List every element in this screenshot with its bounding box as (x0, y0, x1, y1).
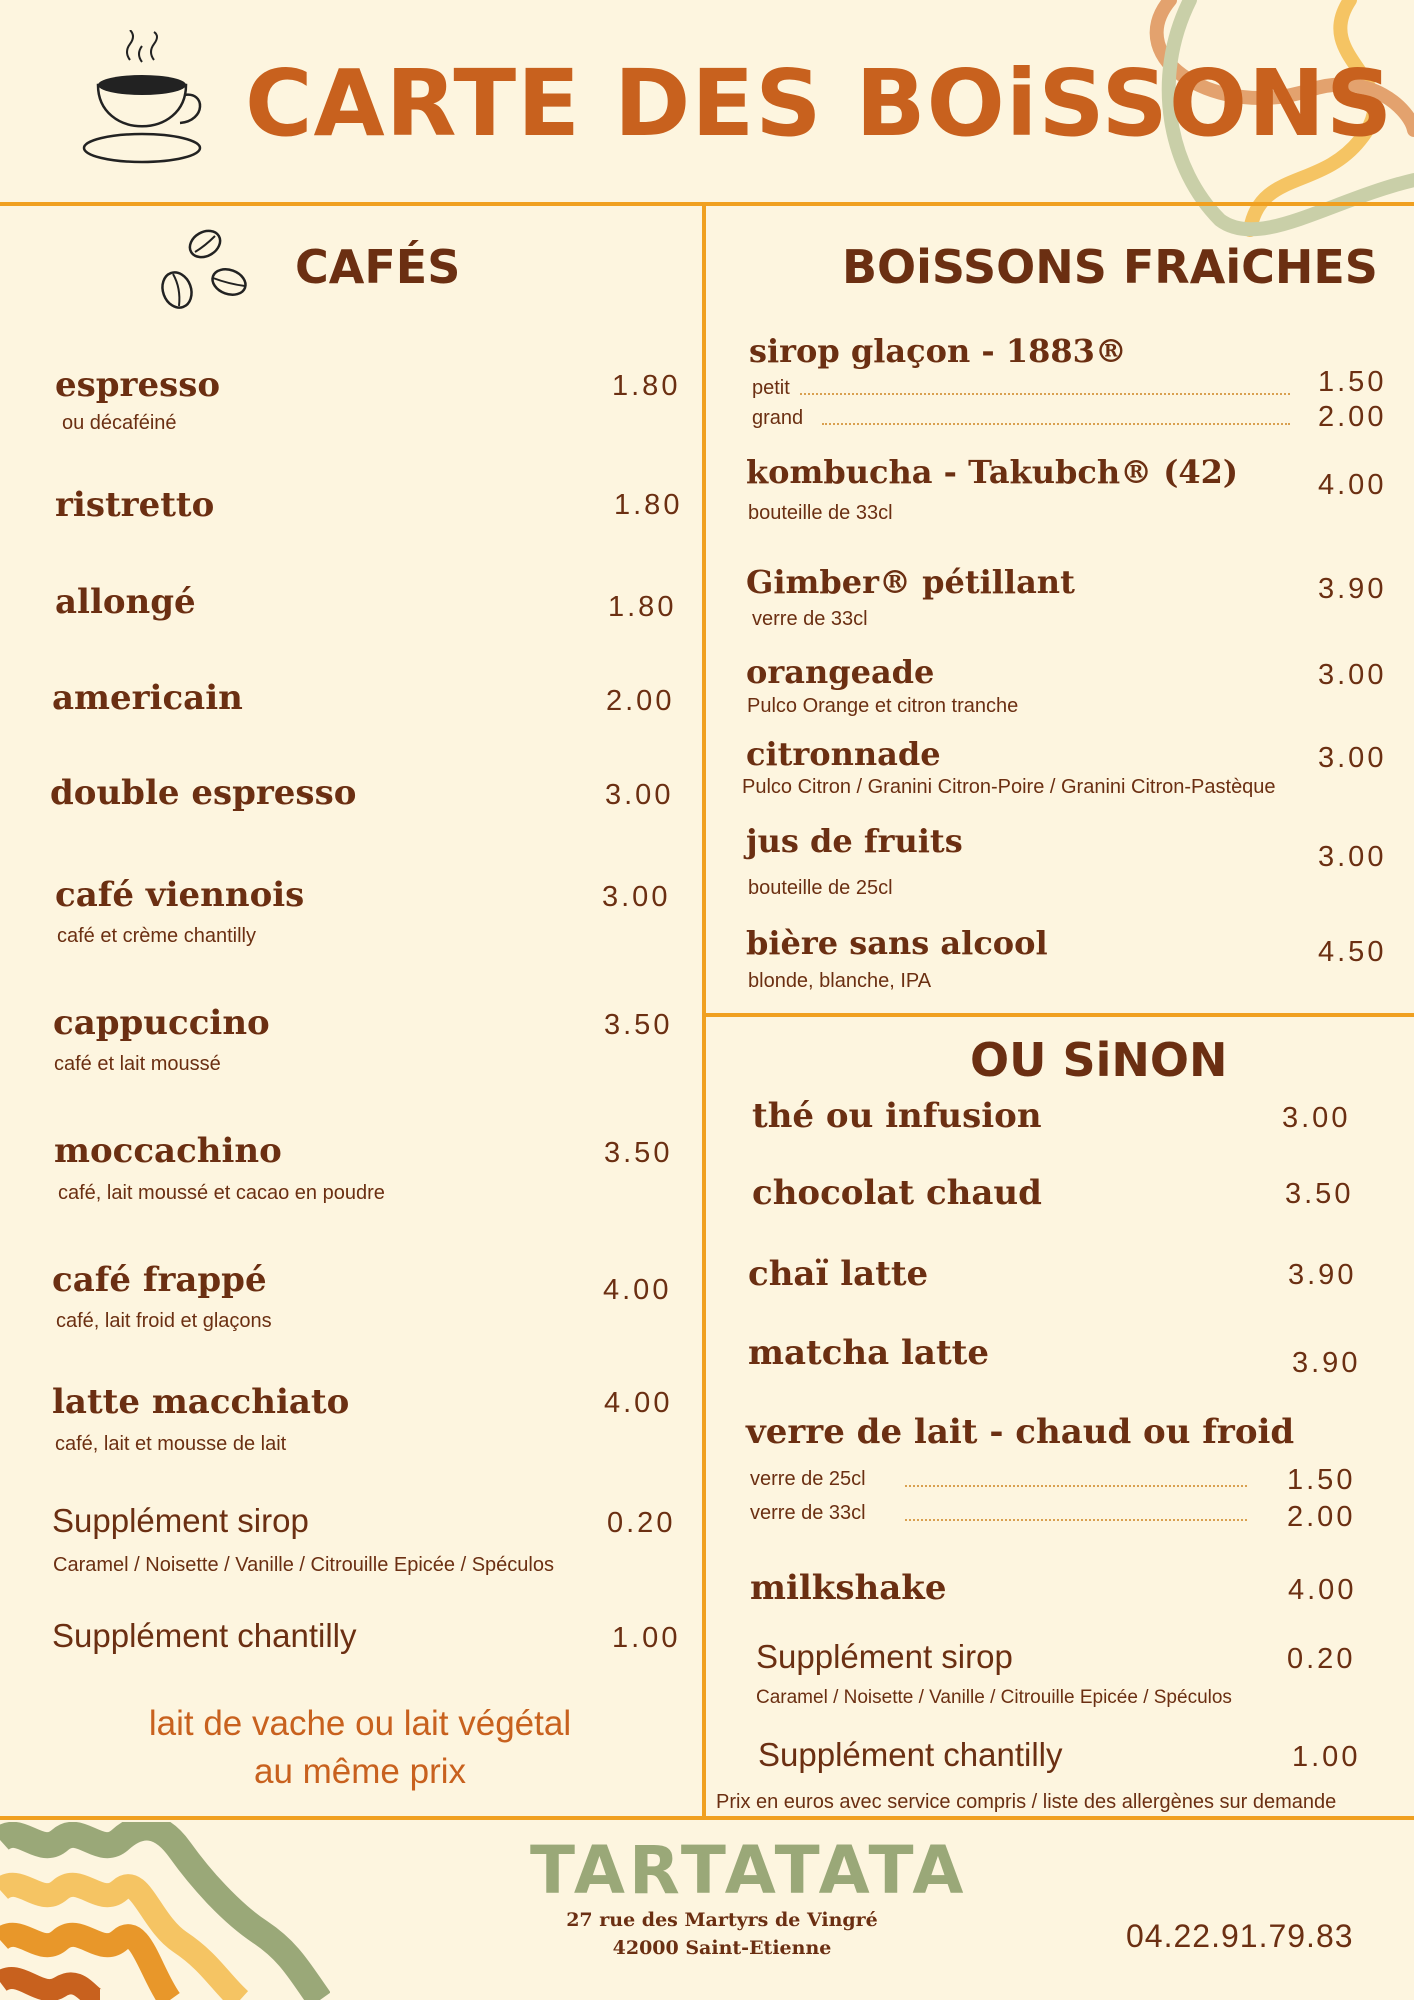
menu-item-price: 3.50 (604, 1137, 673, 1169)
sinon-title: OU SiNON (970, 1033, 1228, 1087)
lait-small-label: verre de 25cl (750, 1468, 866, 1490)
column-divider (702, 202, 706, 1818)
decorative-waves-bottom (0, 1822, 330, 2000)
menu-item-name: chaï latte (748, 1254, 929, 1294)
menu-item-price: 3.00 (1318, 742, 1387, 774)
menu-item-description: café, lait moussé et cacao en poudre (58, 1182, 385, 1204)
menu-item-name: café frappé (52, 1260, 267, 1300)
restaurant-name: TARTATATA (530, 1832, 968, 1909)
sirop-small-label: petit (752, 377, 790, 399)
menu-item-price: 3.90 (1292, 1347, 1361, 1379)
menu-item-price: 4.00 (604, 1387, 673, 1419)
menu-item-description: Pulco Citron / Granini Citron-Poire / Granini Citron-Pastèque (742, 776, 1276, 798)
menu-item-description: ou décaféiné (62, 412, 177, 434)
menu-item-description: café et crème chantilly (57, 925, 256, 947)
menu-item-price: 3.50 (604, 1009, 673, 1041)
menu-item-price: 3.90 (1318, 573, 1387, 605)
sirop-small-price: 1.50 (1318, 366, 1387, 398)
milkshake-price: 4.00 (1288, 1574, 1357, 1606)
coffee-beans-icon (155, 222, 255, 322)
supplement-chantilly-label: Supplément chantilly (758, 1736, 1063, 1773)
menu-item-name: kombucha - Takubch® (42) (746, 453, 1239, 491)
coffee-cup-icon (80, 30, 215, 170)
sirop-large-label: grand (752, 407, 804, 429)
menu-item-description: café, lait et mousse de lait (55, 1433, 287, 1455)
menu-item-description: Pulco Orange et citron tranche (747, 695, 1019, 717)
menu-item-price: 3.00 (1318, 659, 1387, 691)
supplement-sirop-flavors: Caramel / Noisette / Vanille / Citrouille Epicée / Spéculos (756, 1687, 1232, 1708)
sirop-large-price: 2.00 (1318, 401, 1387, 433)
page-title: CARTE DES BOiSSONS (245, 50, 1394, 157)
menu-item-description: bouteille de 25cl (748, 877, 893, 899)
address-city: 42000 Saint-Etienne (612, 1937, 832, 1959)
supplement-sirop-flavors: Caramel / Noisette / Vanille / Citrouille Epicée / Spéculos (53, 1554, 554, 1576)
menu-item-price: 3.90 (1288, 1259, 1357, 1291)
menu-item-name: citronnade (746, 735, 941, 773)
menu-item-name: matcha latte (748, 1333, 989, 1373)
menu-item-price: 2.00 (606, 685, 675, 717)
top-divider (0, 202, 1414, 206)
menu-item-name: cappuccino (53, 1003, 270, 1043)
menu-item-price: 3.00 (1282, 1102, 1351, 1134)
milk-note-line1: lait de vache ou lait végétal (148, 1704, 572, 1743)
menu-item-name: allongé (55, 582, 196, 622)
menu-item-price: 1.80 (612, 370, 681, 402)
cafes-title: CAFÉS (295, 240, 461, 294)
menu-item-name: moccachino (54, 1131, 282, 1171)
menu-item-name: americain (52, 678, 243, 718)
dotted-leader (800, 393, 1290, 395)
lait-large-price: 2.00 (1287, 1501, 1356, 1533)
supplement-chantilly-price: 1.00 (1292, 1741, 1361, 1773)
milkshake-name: milkshake (750, 1568, 947, 1608)
menu-item-name: ristretto (55, 485, 215, 525)
menu-item-name: chocolat chaud (752, 1173, 1042, 1213)
menu-item-price: 3.00 (602, 881, 671, 913)
supplement-chantilly-label: Supplément chantilly (52, 1617, 357, 1654)
address (522, 1906, 922, 1962)
menu-item-price: 1.80 (614, 489, 683, 521)
supplement-chantilly-price: 1.00 (612, 1622, 681, 1654)
dotted-leader (905, 1519, 1247, 1521)
address-street: 27 rue des Martyrs de Vingré (566, 1909, 878, 1931)
milk-note-line2: au même prix (253, 1752, 467, 1791)
menu-item-description: blonde, blanche, IPA (748, 970, 932, 992)
menu-item-description: bouteille de 33cl (748, 502, 893, 524)
supplement-sirop-label: Supplément sirop (52, 1502, 309, 1539)
menu-item-name: espresso (55, 365, 221, 405)
menu-item-name: bière sans alcool (746, 924, 1048, 962)
fraiches-title: BOiSSONS FRAiCHES (842, 240, 1378, 294)
menu-item-price: 3.50 (1285, 1178, 1354, 1210)
menu-item-name: latte macchiato (52, 1382, 350, 1422)
menu-item-price: 1.80 (608, 591, 677, 623)
supplement-sirop-label: Supplément sirop (756, 1638, 1013, 1675)
menu-item-name: orangeade (746, 653, 935, 691)
menu-item-price: 4.50 (1318, 936, 1387, 968)
menu-item-description: verre de 33cl (752, 608, 868, 630)
dotted-leader (905, 1485, 1247, 1487)
right-section-divider (704, 1013, 1414, 1017)
menu-item-price: 3.00 (605, 779, 674, 811)
menu-item-name: café viennois (55, 875, 305, 915)
lait-small-price: 1.50 (1287, 1464, 1356, 1496)
menu-item-price: 3.00 (1318, 841, 1387, 873)
supplement-sirop-price: 0.20 (1287, 1643, 1356, 1675)
menu-item-name: double espresso (50, 773, 357, 813)
sirop-glacon-name: sirop glaçon - 1883® (749, 332, 1127, 370)
menu-item-description: café, lait froid et glaçons (56, 1310, 272, 1332)
price-note: Prix en euros avec service compris / liste des allergènes sur demande (716, 1791, 1337, 1813)
milk-note (100, 1700, 620, 1796)
bottom-divider (0, 1816, 1414, 1820)
supplement-sirop-price: 0.20 (607, 1507, 676, 1539)
dotted-leader (822, 423, 1290, 425)
menu-item-name: Gimber® pétillant (746, 563, 1075, 601)
menu-item-price: 4.00 (1318, 469, 1387, 501)
menu-item-name: thé ou infusion (752, 1096, 1042, 1136)
verre-de-lait-name: verre de lait - chaud ou froid (746, 1412, 1295, 1452)
lait-large-label: verre de 33cl (750, 1502, 866, 1524)
phone-number: 04.22.91.79.83 (1126, 1918, 1354, 1954)
menu-item-description: café et lait moussé (54, 1053, 221, 1075)
menu-item-price: 4.00 (603, 1274, 672, 1306)
menu-item-name: jus de fruits (746, 822, 963, 860)
